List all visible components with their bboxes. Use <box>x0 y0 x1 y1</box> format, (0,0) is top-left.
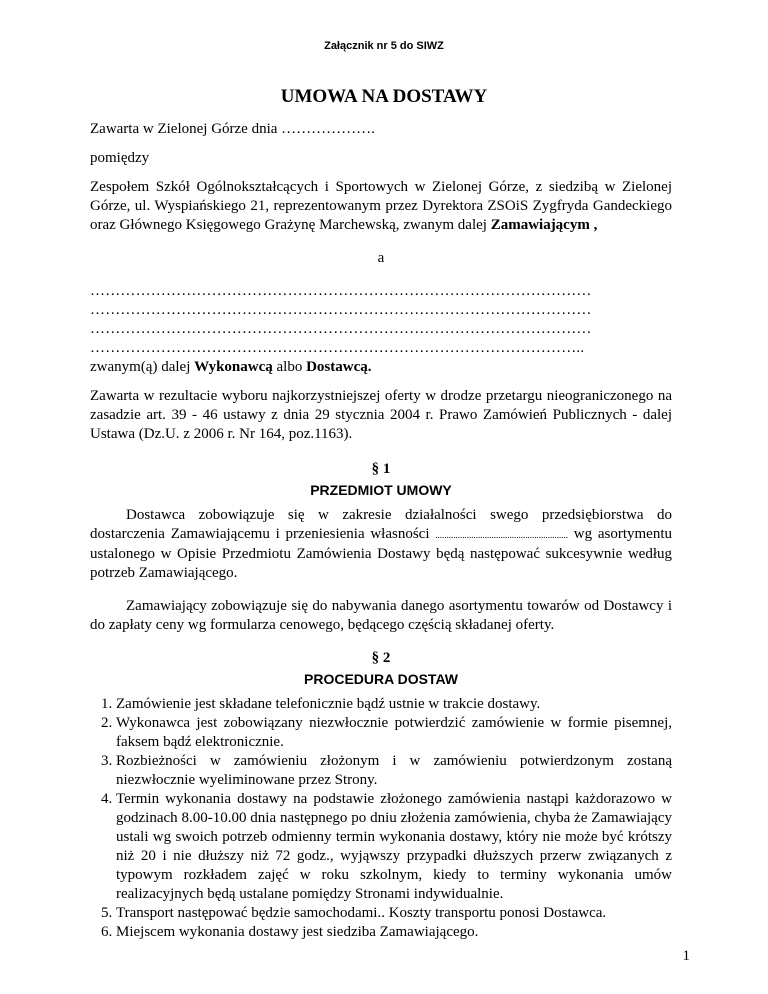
dots-line-1: ……………………………………………………………………………………… <box>90 283 592 299</box>
section2-list <box>90 695 672 942</box>
section1-para1-dots: ........................................................... <box>435 530 569 540</box>
party1-text: Zespołem Szkół Ogólnokształcących i Sportowych w Zielonej Górze, z siedzibą w Zielonej Górze, ul. Wyspiańskiego 21, reprezentowanym przez Dyrektora ZSOiS Zygfryda Gandeckiego oraz Głównego Księgowego Grażynę Marchewską, zwanym dalej <box>90 179 672 233</box>
list-item: 3. Rozbieżności w zamówieniu złożonym i w zamówieniu potwierdzonym zostaną niezwłocznie wyeliminowane przez Strony. <box>116 752 672 790</box>
basis-paragraph: Zawarta w rezultacie wyboru najkorzystniejszej oferty w drodze przetargu nieograniczonego na zasadzie art. 39 - 46 ustawy z dnia 29 stycznia 2004 r. Prawo Zamówień Publicznych - dalej Ustawa (Dz.U. z 2006 r. Nr 164, poz.1163). <box>90 388 672 442</box>
list-item: 1. Zamówienie jest składane telefonicznie bądź ustnie w trakcie dostawy. <box>116 695 672 714</box>
party2-name1: Wykonawcą <box>194 359 273 375</box>
list-item: 5. Transport następować będzie samochodami.. Koszty transportu ponosi Dostawca. <box>116 904 672 923</box>
section2-heading: PROCEDURA DOSTAW <box>304 671 458 687</box>
party2-mid: albo <box>276 359 303 375</box>
and-word: a <box>377 250 385 266</box>
section1-para1 <box>90 506 672 583</box>
party2-name2: Dostawcą. <box>306 359 372 375</box>
section1-symbol: § 1 <box>371 461 391 477</box>
document-title: UMOWA NA DOSTAWY <box>280 86 488 107</box>
dots-line-2: ……………………………………………………………………………………… <box>90 302 592 318</box>
list-item: 6. Miejscem wykonania dostawy jest siedziba Zamawiającego. <box>116 923 672 942</box>
list-item: 4. Termin wykonania dostawy na podstawie złożonego zamówienia nastąpi każdorazowo w godzinach 8.00-10.00 dnia następnego po dniu złożenia zamówienia, chyba że Zamawiający ustali wg swoich potrzeb odmienny termin wykonania dostawy, który nie może być krótszy niż 20 i nie dłuższy niż 72 godz., wyjąwszy przypadki dłuższych przerw związanych z typowym rozkładem zajęć w roku szkolnym, kiedy to terminy wykonania umów realizacyjnych będą ustalane pomiędzy Stronami indywidualnie. <box>116 790 672 904</box>
dots-line-3: ……………………………………………………………………………………… <box>90 321 592 337</box>
page-number: 1 <box>682 948 690 964</box>
list-item: 2. Wykonawca jest zobowiązany niezwłocznie potwierdzić zamówienie w formie pisemnej, faksem bądź elektronicznie. <box>116 714 672 752</box>
attachment-label: Załącznik nr 5 do SIWZ <box>324 40 444 52</box>
party1-paragraph <box>90 178 672 235</box>
section1-para2: Zamawiający zobowiązuje się do nabywania danego asortymentu towarów od Dostawcy i do zapłaty ceny wg formularza cenowego, będącego częścią składanej oferty. <box>90 598 672 633</box>
document-body <box>90 120 672 942</box>
party1-name: Zamawiającym , <box>490 217 598 233</box>
party2-prefix: zwanym(ą) dalej <box>90 359 191 375</box>
section2-symbol: § 2 <box>371 650 391 666</box>
party2-line <box>90 358 672 377</box>
place-date-line: Zawarta w Zielonej Górze dnia ………………. <box>90 121 375 137</box>
between-word: pomiędzy <box>90 150 150 166</box>
dots-line-4: …………………………………………………………………………………….. <box>90 340 585 356</box>
section1-para1-a: Dostawca zobowiązuje się w zakresie działalności swego przedsiębiorstwa do dostarczenia Zamawiającemu i przeniesienia własności <box>90 507 672 542</box>
section1-heading: PRZEDMIOT UMOWY <box>310 482 452 498</box>
section1-para1-b: wg asortymentu ustalonego w Opisie Przedmiotu Zamówienia Dostawy będą następować sukcesywnie według potrzeb Zamawiającego. <box>90 526 672 581</box>
